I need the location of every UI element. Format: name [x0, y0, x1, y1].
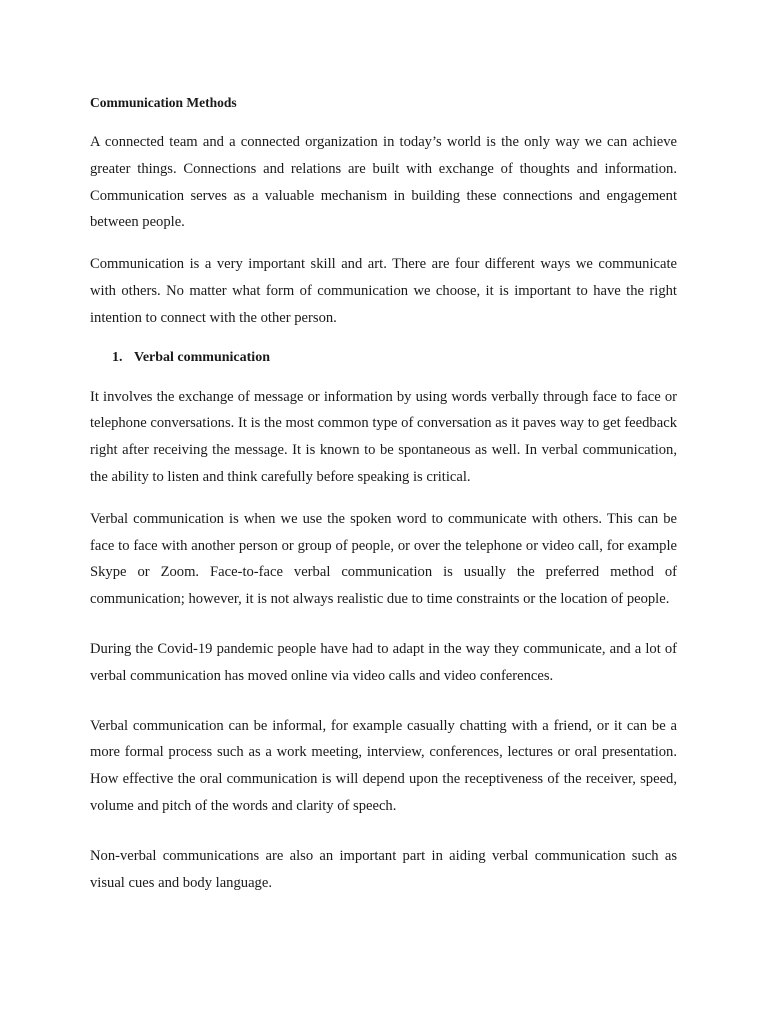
section-heading-verbal	[90, 348, 677, 368]
paragraph-covid: During the Covid-19 pandemic people have had to adapt in the way they communicate, and a lot of verbal communication has moved online via video calls and video conferences.	[90, 640, 677, 684]
section-title: Verbal communication	[134, 349, 270, 365]
document-body	[90, 93, 677, 896]
paragraph-verbal-definition: It involves the exchange of message or information by using words verbally through face to face or telephone conversations. It is the most common type of conversation as it paves way to get feedback right after receiving the message. It is known to be spontaneous as well. In verbal communication, the ability to listen and think carefully before speaking is critical.	[90, 388, 677, 485]
paragraph-intro: A connected team and a connected organization in today’s world is the only way we can achieve greater things. Connections and relations are built with exchange of thoughts and information. Communication serves as a valuable mechanism in building these connections and engagement between people.	[90, 134, 677, 231]
paragraph-spoken-word: Verbal communication is when we use the spoken word to communicate with others. This can be face to face with another person or group of people, or over the telephone or video call, for example Skype or Zoom. Face-to-face verbal communication is usually the preferred method of communication; however, it is not always realistic due to time constraints or the location of people.	[90, 510, 677, 608]
section-number: 1.	[112, 349, 123, 365]
document-title: Communication Methods	[90, 95, 237, 110]
paragraph-four-ways: Communication is a very important skill and art. There are four different ways we communicate with others. No matter what form of communication we choose, it is important to have the right intention to connect with the other person.	[90, 256, 677, 326]
paragraph-non-verbal: Non-verbal communications are also an important part in aiding verbal communication such as visual cues and body language.	[90, 847, 677, 891]
paragraph-informal-formal: Verbal communication can be informal, for example casually chatting with a friend, or it can be a more formal process such as a work meeting, interview, conferences, lectures or oral presentation. How effective the oral communication is will depend upon the receptiveness of the receiver, speed, volume and pitch of the words and clarity of speech.	[90, 717, 677, 814]
